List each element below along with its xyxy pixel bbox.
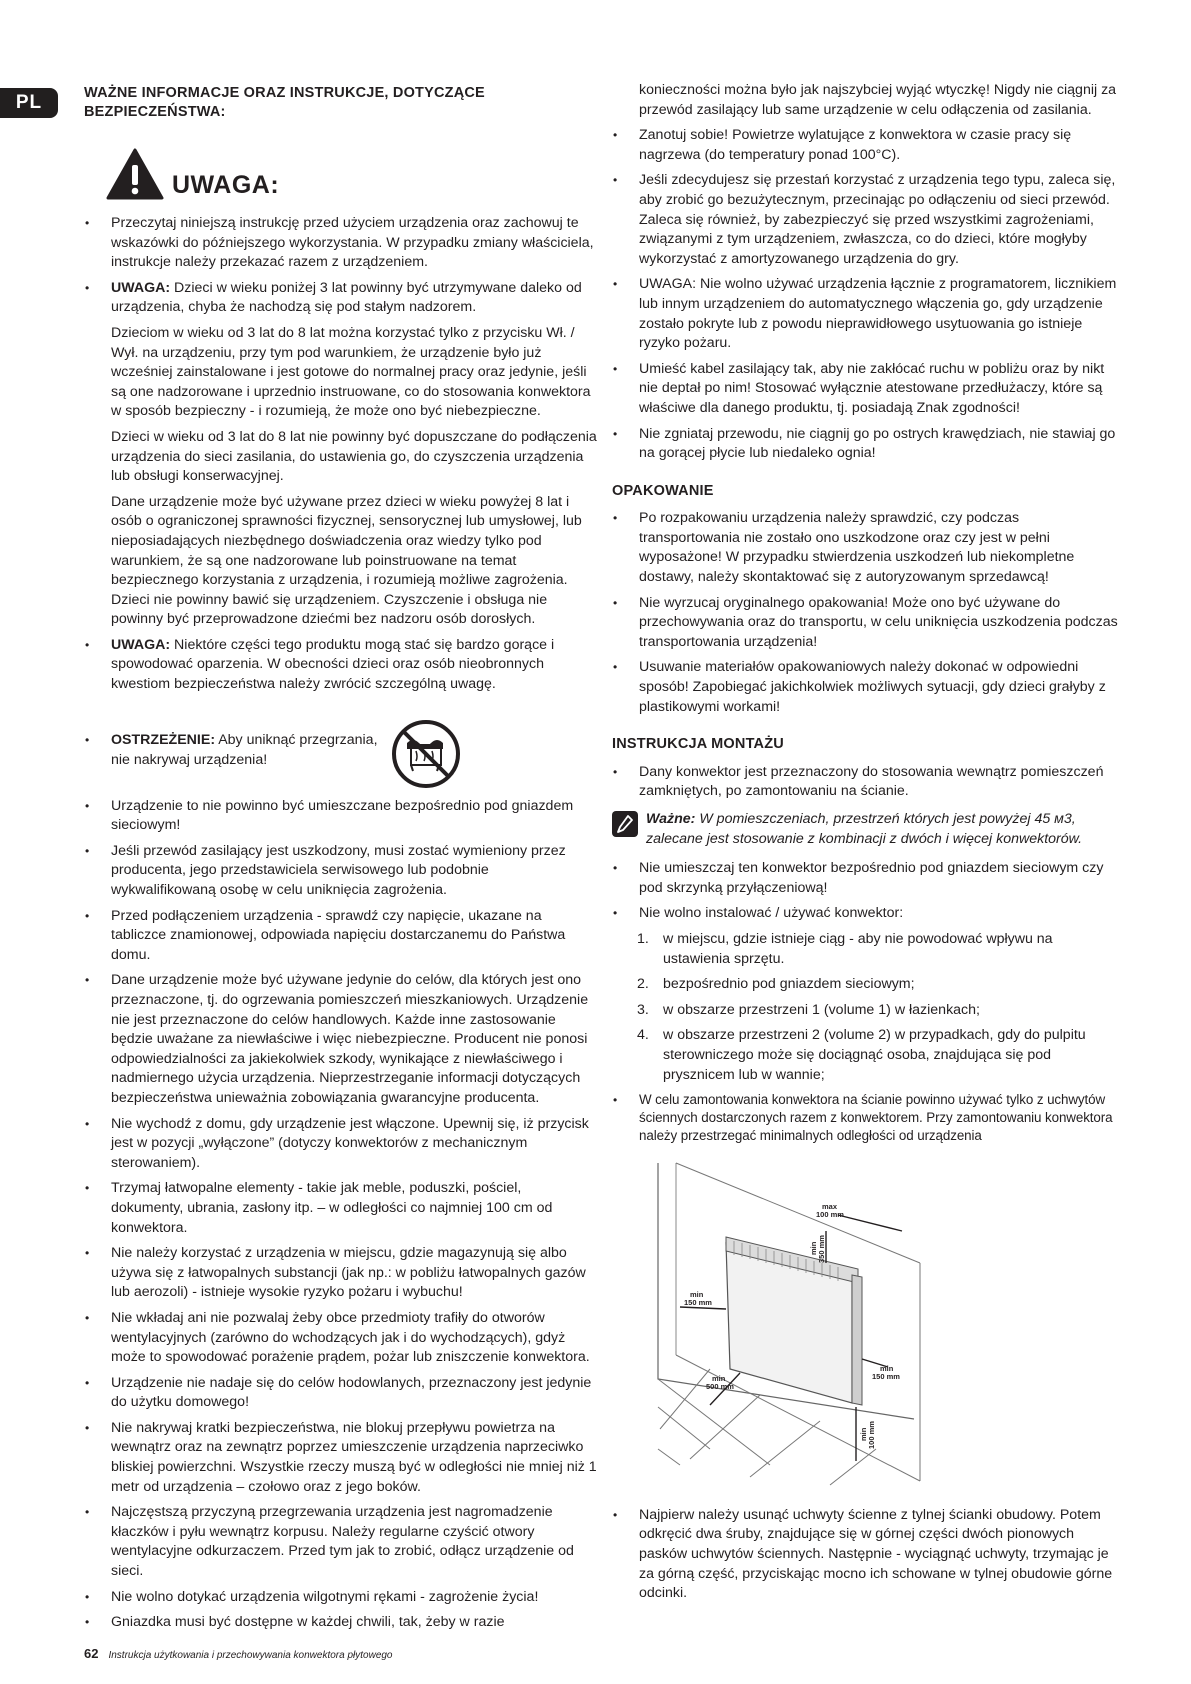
language-tab: PL: [0, 88, 58, 118]
cover-warning-row: [84, 719, 597, 789]
footer-text: Instrukcja użytkowania i przechowywania konwektora płytowego: [108, 1650, 393, 1661]
installation-list-3: [612, 1506, 1118, 1604]
list-item: • Jeśli zdecydujesz się przestań korzystać z urządzenia tego typu, zaleca się, aby zrobić go bezużytecznym, przecinając po odłączeniu od sieci przewód. Zaleca się również, by zabezpieczyć się przed wszystkimi zagrożeniami, związanymi z tym urządzeniem, zwłaszcza, co do dzieci, które mogłyby wykorzystać z amortyzowanego urządzenia do gry.: [612, 171, 1118, 269]
diagram-label-front-value: 500 mm: [706, 1382, 734, 1392]
diagram-label-max-value: 100 mm: [816, 1210, 844, 1220]
list-item: • Najczęstszą przyczyną przegrzewania urządzenia jest nagromadzenie kłaczków i pyłu wewnątrz korpusu. Należy regularne czyścić otwory wentylacyjne odkurzaczem. Przed tym jak to zrobić, odłącz urządzenie od sieci.: [84, 1503, 597, 1581]
installation-list-1: [612, 763, 1118, 802]
paragraph: Dzieci w wieku od 3 lat do 8 lat nie powinny być dopuszczane do podłączenia urządzenia do sieci zasilania, do ustawienia go, do czyszczenia urządzenia lub obsługi konserwacyjnej.: [111, 428, 597, 485]
list-item: • Jeśli przewód zasilający jest uszkodzony, musi zostać wymieniony przez producenta, jego przedstawiciela serwisowego lub podobnie wykwalifikowaną osobę w celu uniknięcia zagrożenia.: [84, 842, 597, 901]
warning-heading: [106, 148, 597, 200]
page-number: 62: [84, 1646, 99, 1661]
list-item: • Umieść kabel zasilający tak, aby nie zakłócać ruchu w pobliżu oraz by nikt nie deptał po nim! Stosować wyłącznie atestowane przedłużaczy, które są właściwe dla danego produktu, tj. posiadają Znak zgodności!: [612, 360, 1118, 419]
list-item: • Urządzenie to nie powinno być umieszczane bezpośrednio pod gniazdem sieciowym!: [84, 797, 597, 836]
installation-heading: INSTRUKCJA MONTAŻU: [612, 736, 784, 753]
diagram-label-front: min: [712, 1374, 726, 1384]
packaging-heading: OPAKOWANIE: [612, 482, 714, 499]
prohibited-locations-list: [612, 930, 1118, 1085]
list-item: • UWAGA: Nie wolno używać urządzenia łącznie z programatorem, licznikiem lub innym urządzeniem do automatycznego włączenia go, gdy urządzenie zostało pokryte lub z powodu nieprawidłowego usytuowania go istnieje ryzyko pożaru.: [612, 275, 1118, 353]
important-note: [612, 810, 1118, 849]
diagram-label-left-value: 150 mm: [684, 1298, 712, 1308]
list-item: • Usuwanie materiałów opakowaniowych należy dokonać w odpowiedni sposób! Zapobiegać jakichkolwiek możliwych sytuacji, gdy dzieci grałyby z plastikowymi workami!: [612, 658, 1118, 717]
numbered-item: 3. w obszarze przestrzeni 1 (volume 1) w łazienkach;: [637, 1001, 980, 1018]
diagram-label-floor-value: 100 mm: [867, 1421, 876, 1450]
mounting-list: [612, 1091, 1118, 1145]
list-item: • UWAGA: Dzieci w wieku poniżej 3 lat powinny być utrzymywane daleko od urządzenia, chyba że nachodzą się pod stałym nadzorem. Dzieciom w wieku od 3 lat do 8 lat można korzystać tylko z przycisku Wł. / Wył. na urządzeniu, przy tym pod warunkiem, że urządzenie było już wcześniej zainstalowane i jest gotowe do normalnej pracy oraz jedynie, jeśli są one nadzorowane i uprzednio instruowane, co do stosowania konwektora w sposób bezpieczny - i rozumieją, że może ono być niebezpieczne. Dzieci w wieku od 3 lat do 8 lat nie powinny być dopuszczane do podłączenia urządzenia do sieci zasilania, do ustawienia go, do czyszczenia urządzenia lub obsługi konserwacyjnej. Dane urządzenie może być używane przez dzieci w wieku powyżej 8 lat i osób o ograniczonej sprawności fizycznej, sensorycznej lub umysłowej, lub nieposiadających niezbędnego doświadczenia oraz wiedzy tylko pod warunkiem, że są one nadzorowane lub poinstruowane na temat bezpiecznego korzystania z urządzenia, i rozumieją możliwe zagrożenia. Dzieci nie powinny bawić się urządzeniem. Czyszczenie i obsługa nie powinny być przeprowadzone dziećmi bez nadzoru osób dorosłych.: [84, 279, 597, 630]
safety-heading: WAŻNE INFORMACJE ORAZ INSTRUKCJE, DOTYCZĄCE BEZPIECZEŃSTWA:: [84, 85, 485, 120]
diagram-label-right-value: 150 mm: [872, 1372, 900, 1382]
list-item: • Po rozpakowaniu urządzenia należy sprawdzić, czy podczas transportowania nie zostało ono uszkodzone oraz czy jest w pełni wyposażone! W przypadku stwierdzenia uszkodzeń lub niekompletne dostawy, należy skontaktować się z autoryzowanym sprzedawcą!: [612, 509, 1118, 587]
safety-list-2: [84, 797, 597, 1633]
numbered-item: 2. bezpośrednio pod gniazdem sieciowym;: [637, 976, 915, 993]
paragraph: Dzieciom w wieku od 3 lat do 8 lat można korzystać tylko z przycisku Wł. / Wył. na urządzeniu, przy tym pod warunkiem, że urządzenie było już wcześniej zainstalowane i jest gotowe do normalnej pracy oraz jedynie, jeśli są one nadzorowane i uprzednio instruowane, co do stosowania konwektora w sposób bezpieczny - i rozumieją, że może ono być niebezpieczne.: [111, 324, 591, 420]
list-item: • Nie wkładaj ani nie pozwalaj żeby obce przedmioty trafiły do otworów wentylacyjnych (zarówno do wchodzących jak i do wychodzących), gdyż może to spowodować porażenie prądem, pożar lub zniszczenie konwektora.: [84, 1309, 597, 1368]
list-item: • Trzymaj łatwopalne elementy - takie jak meble, poduszki, pościel, dokumenty, ubrania, zasłony itp. – w odległości co najmniej 100 cm od konwektora.: [84, 1179, 597, 1238]
list-item: • Przed podłączeniem urządzenia - sprawdź czy napięcie, ukazane na tabliczce znamionowej, odpowiada napięciu dostarczanemu do Państwa domu.: [84, 907, 597, 966]
list-item: • Dane urządzenie może być używane jedynie do celów, dla których jest ono przeznaczone, tj. do ogrzewania pomieszczeń mieszkaniowych. Urządzenie nie jest przeznaczone do celów handlowych. Każde inne zastosowanie będzie uważane za niewłaściwe i więc niebezpieczne. Producent nie ponosi odpowiedzialności za jakiekolwiek szkody, wynikające z niewłaściwego i nadmiernego użycia urządzenia. Nieprzestrzeganie informacji dotyczących bezpieczeństwa unieważnia zobowiązania gwarancyjne producenta.: [84, 971, 597, 1108]
diagram-label-floor: min: [859, 1427, 868, 1442]
installation-list-2: [612, 859, 1118, 924]
diagram-label-right: min: [880, 1364, 894, 1374]
paragraph: Dane urządzenie może być używane przez dzieci w wieku powyżej 8 lat i osób o ograniczonej sprawności fizycznej, sensorycznej lub umysłowej, lub nieposiadających niezbędnego doświadczenia oraz wiedzy tylko pod warunkiem, że są one nadzorowane lub poinstruowane na temat bezpiecznego korzystania z urządzenia, i rozumieją możliwe zagrożenia. Dzieci nie powinny bawić się urządzeniem. Czyszczenie i obsługa nie powinny być przeprowadzone dziećmi bez nadzoru osób dorosłych.: [111, 493, 582, 628]
diagram-label-max: max: [822, 1202, 838, 1212]
pencil-note-icon: [612, 811, 638, 837]
continued-paragraph: konieczności można było jak najszybciej wyjąć wtyczkę! Nigdy nie ciągnij za przewód zasilający lub same urządzenie w celu odłączenia od zasilania.: [639, 82, 1117, 118]
diagram-label-above-value: 350 mm: [817, 1235, 826, 1264]
numbered-item: 1. w miejscu, gdzie istnieje ciąg - aby nie powodować wpływu na ustawienia sprzętu.: [637, 930, 1053, 967]
list-item: • Dany konwektor jest przeznaczony do stosowania wewnątrz pomieszczeń zamkniętych, po zamontowaniu na ścianie.: [612, 763, 1118, 802]
list-item: • Zanotuj sobie! Powietrze wylatujące z konwektora w czasie pracy się nagrzewa (do temperatury ponad 100°C).: [612, 126, 1118, 165]
diagram-label-above: min: [809, 1241, 818, 1256]
note-text: Ważne: W pomieszczeniach, przestrzeń których jest powyżej 45 м3, zalecane jest stosowanie z kombinacji z dwóch i więcej konwektorów.: [646, 811, 1083, 847]
list-item: • Nie umieszczaj ten konwektor bezpośrednio pod gniazdem sieciowym czy pod skrzynką przyłączeniową!: [612, 859, 1118, 898]
clearance-diagram: [650, 1159, 1118, 1496]
right-column: [612, 81, 1118, 1610]
safety-list-1: [84, 214, 597, 695]
list-item: • Najpierw należy usunąć uchwyty ścienne z tylnej ścianki obudowy. Potem odkręcić dwa śruby, znajdujące się w górnej części dwóch pionowych pasków uchwytów ściennych. Następnie - wyciągnąć uchwyty, trzymając je za górną część, przyciskając mocno ich schowane w tylnej obudowie górne odcinki.: [612, 1506, 1118, 1604]
list-item: • Nie nakrywaj kratki bezpieczeństwa, nie blokuj przepływu powietrza na wewnątrz oraz na zewnątrz poprzez umieszczenie urządzenia naprzeciwko bliskiej powierzchni. Wszystkie rzeczy muszą być w odległości nie mniej niż 1 metr od urządzenia – czołowo oraz z jego boków.: [84, 1419, 597, 1497]
list-item: • Przeczytaj niniejszą instrukcję przed użyciem urządzenia oraz zachowuj te wskazówki do późniejszego wykorzystania. W przypadku zmiany właściciela, instrukcje należy przekazać razem z urządzeniem.: [84, 214, 597, 273]
warning-triangle-icon: [106, 148, 164, 200]
safety-list-3: [612, 126, 1118, 464]
numbered-item: 4. w obszarze przestrzeni 2 (volume 2) w przypadkach, gdy do pulpitu sterowniczego może się dociągnąć osoba, znajdująca się pod prysznicem lub w wannie;: [637, 1027, 1086, 1083]
list-item: • Nie zgniataj przewodu, nie ciągnij go po ostrych krawędziach, nie stawiaj go na gorącej płycie lub niedaleko ognia!: [612, 425, 1118, 464]
list-item: • OSTRZEŻENIE: Aby uniknąć przegrzania, nie nakrywaj urządzenia!: [84, 731, 384, 770]
list-item: • Urządzenie nie nadaje się do celów hodowlanych, przeznaczony jest jedynie do użytku domowego!: [84, 1374, 597, 1413]
do-not-cover-icon: [391, 719, 461, 789]
list-item: • UWAGA: Niektóre części tego produktu mogą stać się bardzo gorące i spowodować oparzenia. W obecności dzieci oraz osób nieobronnych kwestiom bezpieczeństwa należy zwrócić szczególną uwagę.: [84, 636, 597, 695]
packaging-list: [612, 509, 1118, 717]
diagram-label-left: min: [690, 1290, 704, 1300]
warning-title: UWAGA:: [172, 171, 280, 200]
left-column: [84, 80, 597, 1639]
list-item: • Gniazdka musi być dostępne w każdej chwili, tak, żeby w razie: [84, 1613, 597, 1633]
list-item: • Nie wolno dotykać urządzenia wilgotnymi rękami - zagrożenie życia!: [84, 1588, 597, 1608]
list-item: • W celu zamontowania konwektora na ścianie powinno używać tylko z uchwytów ściennych dostarczonych razem z konwektorem. Przy zamontowaniu konwektora należy przestrzegać minimalnych odległości od urządzenia: [612, 1091, 1118, 1145]
list-item: • Nie należy korzystać z urządzenia w miejscu, gdzie magazynują się albo używa się z łatwopalnych substancji (jak np.: w pobliżu łatwopalnych gazów lub aerozoli) - istnieje wysokie ryzyko pożaru i wybuchu!: [84, 1244, 597, 1303]
page-footer: [84, 1646, 393, 1661]
list-item: • Nie wyrzucaj oryginalnego opakowania! Może ono być używane do przechowywania oraz do transportu, w celu uniknięcia uszkodzenia podczas transportowania urządzenia!: [612, 594, 1118, 653]
list-item: • Nie wolno instalować / używać konwektor:: [612, 904, 1118, 924]
list-item: • Nie wychodź z domu, gdy urządzenie jest włączone. Upewnij się, iż przycisk jest w pozycji „wyłączone” (dotyczy konwektorów z mechanicznym sterowaniem).: [84, 1115, 597, 1174]
